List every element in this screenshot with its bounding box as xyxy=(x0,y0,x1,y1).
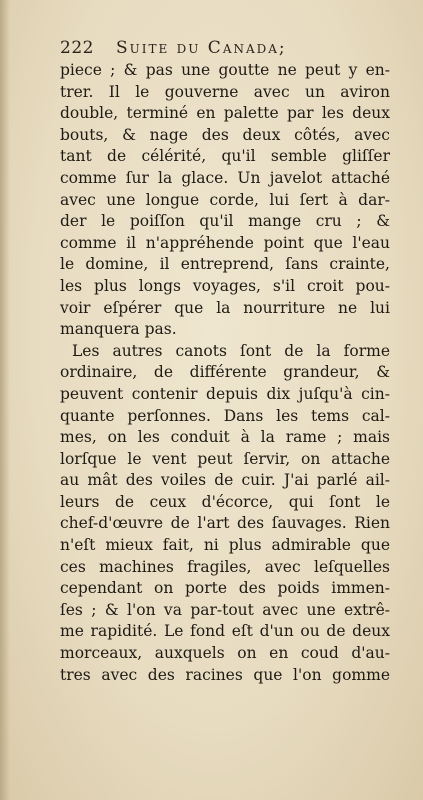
text-line: avec une longue corde, lui ſert à dar- xyxy=(60,190,390,209)
page-header xyxy=(60,38,390,60)
body-text xyxy=(60,60,390,686)
text-line: piece ; & pas une goutte ne peut y en- xyxy=(60,61,390,79)
text-line: mes, on les conduit à la rame ; mais xyxy=(60,428,390,447)
text-line: tres avec des racines que l'on gomme xyxy=(60,665,390,684)
text-line: der le poiſſon qu'il mange cru ; & xyxy=(60,212,390,231)
page-gutter-shadow xyxy=(0,0,10,800)
text-line: n'eſt mieux fait, ni plus admirable que xyxy=(60,536,390,555)
text-line: comme ſur la glace. Un javelot attaché xyxy=(60,168,390,187)
text-line: bouts, & nage des deux côtés, avec xyxy=(60,125,390,144)
text-line: ordinaire, de différente grandeur, & xyxy=(60,363,390,382)
paragraph xyxy=(60,60,390,341)
running-head: Suite du Canada; xyxy=(116,38,287,58)
text-line: leurs de ceux d'écorce, qui ſont le xyxy=(60,492,390,511)
text-line: le domine, il entreprend, ſans crainte, xyxy=(60,255,390,274)
text-line: ces machines fragiles, avec leſquelles xyxy=(60,557,390,576)
text-line: manquera pas. xyxy=(60,320,177,339)
paragraph xyxy=(60,341,390,687)
text-line: me rapidité. Le fond eſt d'un ou de deux xyxy=(60,622,390,641)
text-line: au mât des voiles de cuir. J'ai parlé ail- xyxy=(60,471,390,490)
text-line: Les autres canots ſont de la forme xyxy=(72,341,390,360)
text-line: ſes ; & l'on va par-tout avec une extrê- xyxy=(60,600,390,619)
text-line: comme il n'appréhende point que l'eau xyxy=(60,233,390,252)
text-line: quante perſonnes. Dans les tems cal- xyxy=(60,406,390,425)
text-line: peuvent contenir depuis dix juſqu'à cin- xyxy=(60,384,390,403)
text-line: les plus longs voyages, s'il croit pou- xyxy=(60,276,390,295)
text-line: double, terminé en palette par les deux xyxy=(60,104,390,123)
text-line: tant de célérité, qu'il semble gliſſer xyxy=(60,147,390,166)
text-line: voir eſpérer que la nourriture ne lui xyxy=(60,298,390,317)
page-number: 222 xyxy=(60,38,94,58)
text-line: morceaux, auxquels on en coud d'au- xyxy=(60,644,390,663)
text-line: chef-d'œuvre de l'art des ſauvages. Rien xyxy=(60,514,390,533)
text-line: trer. Il le gouverne avec un aviron xyxy=(60,82,390,101)
text-line: cependant on porte des poids immen- xyxy=(60,579,390,598)
text-line: lorſque le vent peut ſervir, on attache xyxy=(60,449,390,468)
